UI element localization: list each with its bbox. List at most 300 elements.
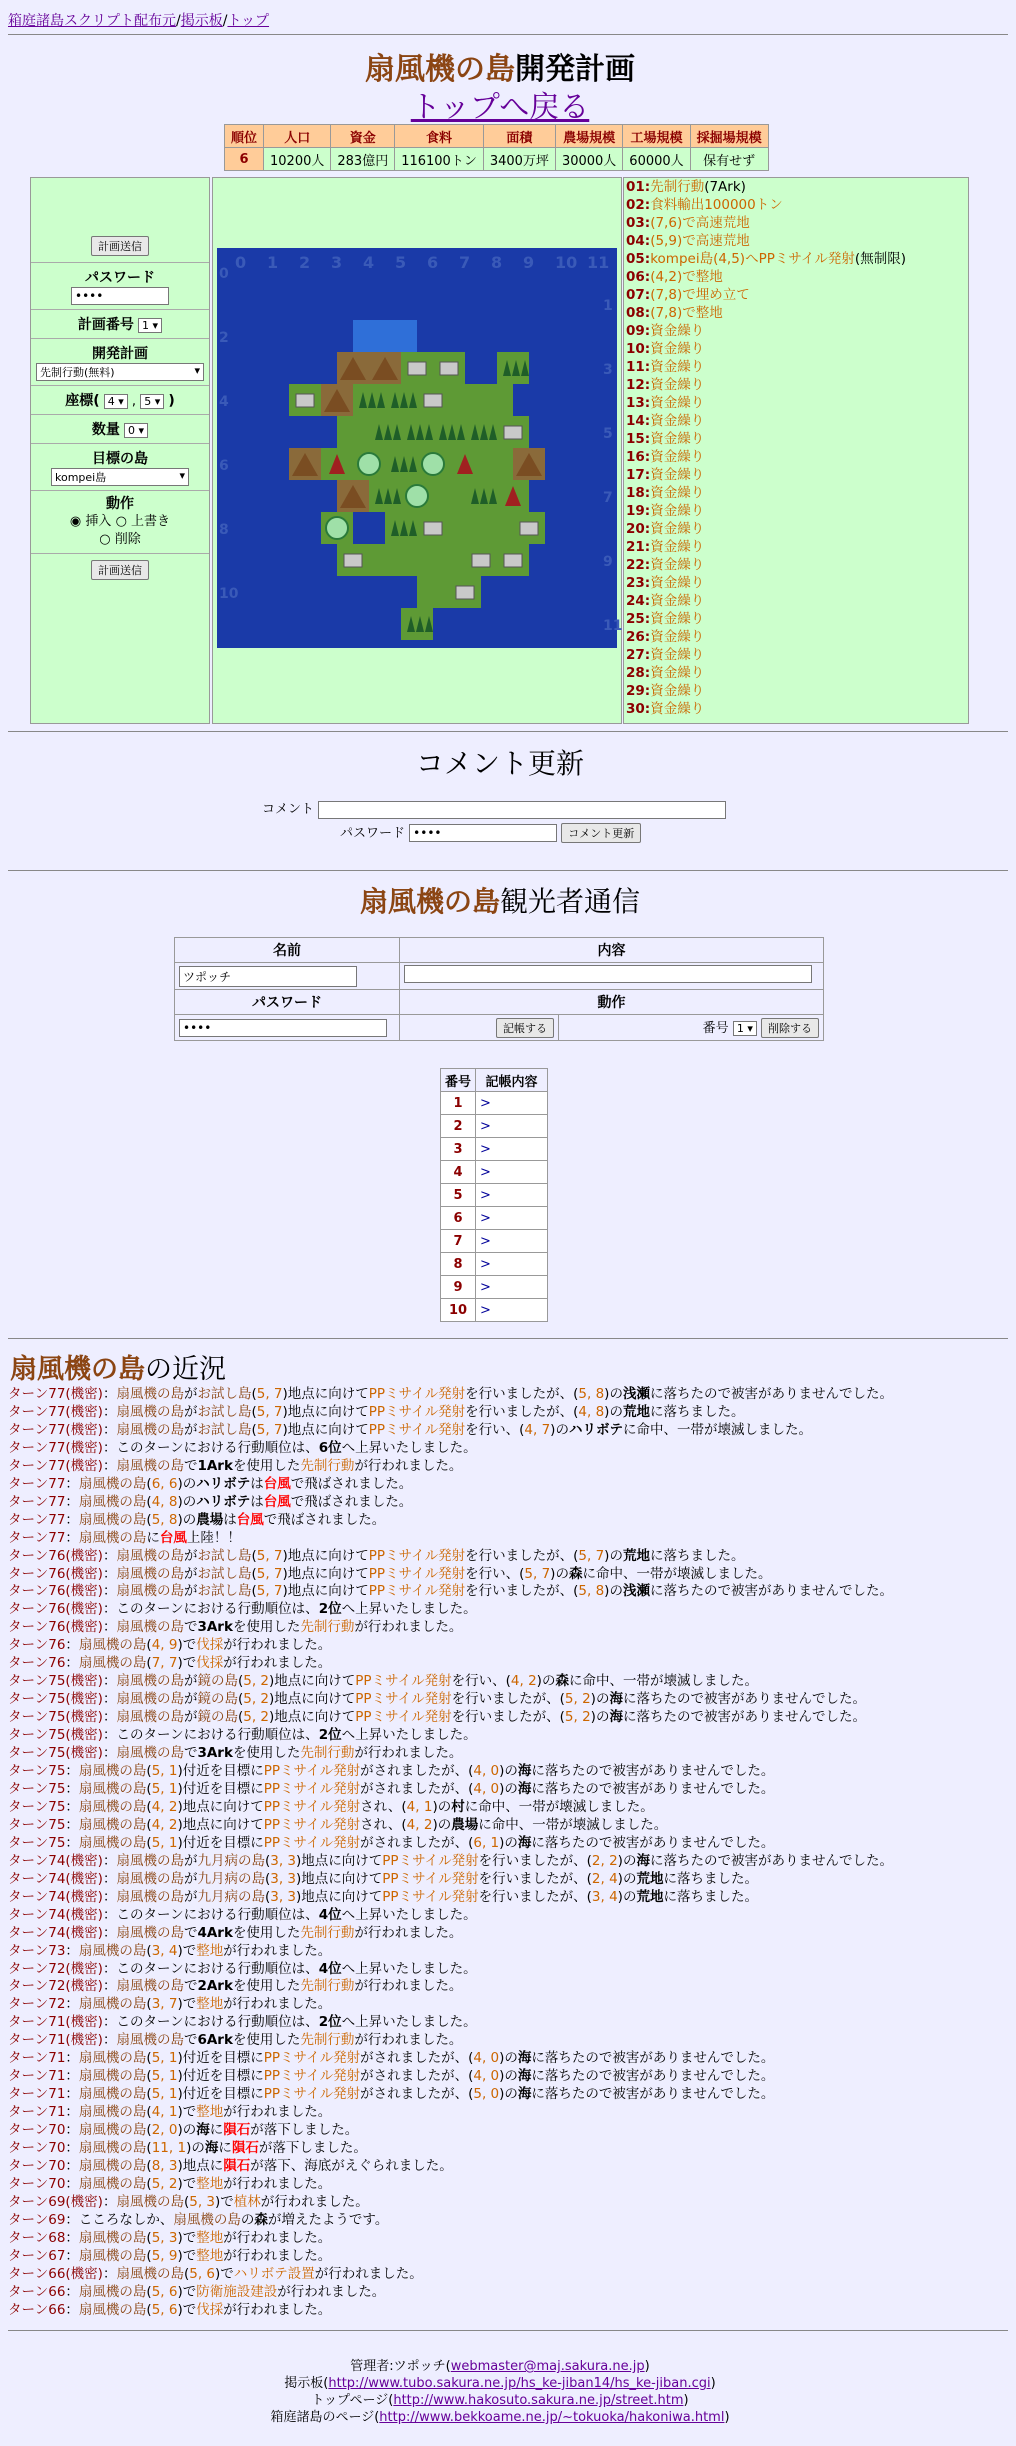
plan-note: (無制限) (854, 251, 906, 267)
news-text: ： (102, 1457, 117, 1474)
stats-header: 食料 (395, 125, 484, 148)
news-pt: 5, 6 (151, 2283, 178, 2300)
news-text: ( (146, 2301, 152, 2318)
news-text: )の (604, 1386, 623, 1402)
divider (8, 731, 1008, 732)
news-text: へ上昇いたしました。 (341, 2014, 477, 2031)
plan-item[interactable] (624, 700, 968, 718)
plan-colon: : (644, 269, 651, 285)
comment-title: コメント更新 (415, 747, 584, 780)
news-text: ( (146, 2283, 152, 2300)
news-b: 森 (568, 1565, 583, 1582)
plan-item[interactable] (624, 484, 968, 502)
plan-item[interactable] (624, 358, 968, 376)
news-text: )地点に向けて (282, 1565, 369, 1582)
news-pt: 2, 4 (591, 1870, 618, 1887)
plan-colon: : (644, 467, 651, 483)
plan-item[interactable] (624, 412, 968, 430)
news-tn: ターン71 (8, 2104, 66, 2121)
news-tn: ターン75 (8, 1834, 66, 1851)
log-number: 4 (441, 1161, 476, 1184)
log-entry: > (476, 1299, 548, 1322)
news-il: 扇風機の島 (78, 1493, 147, 1510)
bbs-number-select[interactable] (733, 1021, 757, 1036)
news-text: ： (65, 1529, 79, 1546)
plan-item[interactable] (624, 592, 968, 610)
news-text: が (183, 1870, 198, 1887)
plan-text: kompei島(4,5)へPPミサイル発射 (650, 251, 855, 267)
news-b: 3Ark (197, 1619, 233, 1636)
news-text: ( (146, 1655, 152, 1672)
news-pt: 4, 9 (151, 1637, 178, 1654)
target-island-label: 目標の島 (92, 451, 148, 467)
news-il: 扇風機の島 (78, 1637, 147, 1654)
news-tn: ターン76 (8, 1655, 66, 1672)
building-icon (408, 362, 426, 375)
news-text: ： (65, 2157, 79, 2174)
news-text: ：このターンにおける行動順位は、 (102, 1439, 319, 1456)
news-pt: 5, 7 (256, 1565, 283, 1582)
news-text: )で (177, 1942, 197, 1959)
stats-header: 工場規模 (623, 125, 690, 148)
plan-text: 資金繰り (650, 413, 705, 429)
plan-item[interactable] (624, 268, 968, 286)
plan-number-select[interactable] (138, 318, 162, 333)
news-tn: ターン77 (8, 1475, 66, 1492)
news-text: ： (102, 1673, 117, 1690)
radio-overwrite[interactable]: ○ 上書き (115, 514, 171, 529)
plan-type-select[interactable] (36, 363, 204, 381)
map-tile (385, 320, 417, 352)
news-text: ： (65, 1942, 79, 1959)
divider (8, 2330, 1008, 2331)
stats-value: 保有せず (690, 148, 768, 171)
news-pt: 5, 3 (189, 2193, 215, 2210)
news-tn: ターン71(機密) (8, 2032, 103, 2049)
news-b: 6位 (318, 1439, 342, 1456)
nav-link-bbs[interactable]: 掲示板 (180, 13, 223, 29)
stats-value: 283億円 (331, 148, 395, 171)
news-tn: ターン76(機密) (8, 1619, 103, 1636)
news-text: ：このターンにおける行動順位は、 (102, 2014, 319, 2031)
news-text: で飛ばされました。 (263, 1511, 386, 1528)
news-b: 荒地 (636, 1870, 664, 1887)
news-tn: ターン77(機密) (8, 1386, 103, 1402)
news-text: を使用した (232, 1924, 301, 1941)
plan-number-label: 計画番号 (77, 317, 134, 333)
news-tn: ターン66(機密) (8, 2265, 103, 2282)
news-il: 扇風機の島 (116, 2193, 184, 2210)
map-tile (401, 544, 433, 576)
dome-icon (326, 517, 348, 539)
news-il: 扇風機の島 (78, 1529, 147, 1546)
target-island-select[interactable] (51, 468, 189, 486)
plan-number: 16 (626, 449, 645, 465)
news-line (8, 1601, 893, 1619)
news-b: 海 (517, 1780, 532, 1797)
news-text: )地点に向けて (269, 1691, 356, 1708)
news-text: が行われました。 (223, 2301, 332, 2318)
plan-item[interactable] (624, 394, 968, 412)
island-name: 扇風機の島 (365, 52, 515, 87)
news-text: ：こころなしか、 (65, 2211, 174, 2228)
plan-item[interactable] (624, 466, 968, 484)
news-text: ( (237, 1673, 244, 1690)
plan-colon: : (644, 431, 651, 447)
bbs-delete-button[interactable]: 削除する (761, 1018, 819, 1038)
news-line (8, 1476, 893, 1494)
bbs-url-link[interactable]: http://www.tubo.sakura.ne.jp/hs_ke-jiban14/hs_ke-jiban.cgi (328, 2376, 711, 2391)
news-cmd: PPミサイル発射 (263, 2050, 361, 2067)
plan-item[interactable] (624, 448, 968, 466)
plan-text: 資金繰り (650, 683, 705, 699)
news-tn: ターン69(機密) (8, 2193, 103, 2210)
log-entry: > (476, 1115, 548, 1138)
stats-value: 60000人 (623, 148, 690, 171)
plan-item[interactable] (624, 628, 968, 646)
plan-item[interactable] (624, 502, 968, 520)
news-cmd: PPミサイル発射 (263, 1816, 361, 1833)
map-tile (449, 512, 481, 544)
news-b: 4Ark (197, 1924, 233, 1941)
news-line (8, 1978, 893, 1996)
news-text: に落ちたので被害がありませんでした。 (531, 2050, 775, 2067)
news-text: )で (177, 2283, 197, 2300)
news-il: 扇風機の島 (78, 2086, 147, 2103)
plan-item[interactable] (624, 178, 968, 196)
news-tn: ターン73 (8, 1942, 66, 1959)
news-tn: ターン70 (8, 2157, 66, 2174)
plan-colon: : (644, 323, 651, 339)
log-entry: > (476, 1184, 548, 1207)
plan-item[interactable] (624, 610, 968, 628)
news-text: )の (499, 2068, 518, 2085)
news-tn: ターン74(機密) (8, 1852, 103, 1869)
bbs-url-close: ) (710, 2376, 716, 2391)
plan-text: (7,8)で整地 (650, 305, 723, 321)
news-text: ( (146, 2175, 152, 2192)
plan-item[interactable] (624, 340, 968, 358)
log-number: 9 (441, 1276, 476, 1299)
admin-close: ) (644, 2359, 650, 2374)
news-text: ： (102, 1619, 117, 1636)
news-line (8, 1440, 893, 1458)
news-text: )で (177, 1637, 197, 1654)
plan-number: 07 (626, 287, 645, 303)
news-il: 扇風機の島 (116, 1870, 184, 1887)
news-text: が増えたようです。 (267, 2211, 389, 2228)
chevron-down-icon: ▾ (152, 319, 159, 332)
news-text: ： (102, 1403, 117, 1420)
news-text: を行いましたが、( (465, 1386, 579, 1402)
news-text: )の (590, 1709, 610, 1726)
news-line (8, 1781, 893, 1799)
log-entry: > (476, 1161, 548, 1184)
news-text: へ上昇いたしました。 (341, 1960, 477, 1977)
map-col-label: 7 (459, 253, 471, 272)
news-text: ： (102, 1978, 117, 1995)
news-pt: 4, 8 (151, 1493, 178, 1510)
radio-delete[interactable]: ○ 削除 (99, 532, 141, 547)
news-pt: 5, 9 (151, 2247, 178, 2264)
news-pt: 4, 2 (406, 1816, 433, 1833)
bbs-form-table (174, 937, 824, 1041)
log-content-header: 記帳内容 (476, 1069, 548, 1092)
news-text: が (183, 1709, 198, 1726)
news-tn: ターン75 (8, 1763, 66, 1780)
news-il: 扇風機の島 (78, 1798, 147, 1815)
stats-value: 6 (225, 148, 264, 171)
coord-y-select[interactable] (140, 394, 164, 409)
news-il: 鏡の島 (197, 1691, 238, 1708)
chevron-down-icon: ▾ (154, 395, 161, 408)
top-url-link[interactable]: http://www.hakosuto.sakura.ne.jp/street.htm (393, 2393, 684, 2408)
news-b: 2位 (318, 1727, 342, 1744)
news-text: で飛ばされました。 (290, 1475, 413, 1492)
comment-password-row (340, 822, 641, 843)
log-row (441, 1184, 548, 1207)
news-il: 扇風機の島 (78, 1655, 147, 1672)
radio-insert[interactable]: ◉ 挿入 (69, 514, 112, 529)
news-text: で (183, 2032, 198, 2049)
news-text: が行われました。 (354, 1457, 463, 1474)
plan-number: 12 (626, 377, 645, 393)
plan-item[interactable] (624, 682, 968, 700)
log-row (441, 1092, 548, 1115)
news-tn: ターン75(機密) (8, 1691, 103, 1708)
news-line (8, 1655, 893, 1673)
bbs-content-input[interactable] (404, 965, 812, 983)
news-text: に (209, 2122, 224, 2139)
news-line (8, 2212, 893, 2230)
news-text: ： (65, 2122, 79, 2139)
comment-password-input[interactable]: •••• (409, 824, 557, 842)
news-il: 扇風機の島 (78, 2140, 147, 2157)
news-line (8, 1673, 893, 1691)
news-line (8, 1799, 893, 1817)
nav-link-top[interactable]: トップ (227, 13, 270, 29)
password-input[interactable]: •••• (71, 287, 169, 305)
news-b: 農場 (451, 1816, 479, 1833)
news-text: がされましたが、( (360, 1834, 474, 1851)
news-text: ： (102, 2032, 117, 2049)
news-text: を使用した (232, 1978, 301, 1995)
plan-submit-button[interactable]: 計画送信 (91, 236, 149, 256)
news-text: ( (146, 2229, 152, 2246)
news-text: が行われました。 (260, 2193, 369, 2210)
plan-number: 19 (626, 503, 645, 519)
news-tn: ターン77 (8, 1529, 66, 1546)
plan-colon: : (644, 701, 651, 717)
news-text: がされましたが、( (360, 2086, 474, 2103)
news-text: が行われました。 (223, 1996, 332, 2013)
plan-item[interactable] (624, 538, 968, 556)
news-line (8, 2032, 893, 2050)
plan-colon: : (644, 395, 651, 411)
island-map[interactable] (217, 248, 623, 648)
plan-item[interactable] (624, 232, 968, 250)
news-text: に落ちたので被害がありませんでした。 (649, 1852, 893, 1869)
plan-number: 20 (626, 521, 645, 537)
news-tn: ターン75(機密) (8, 1727, 103, 1744)
plan-item[interactable] (624, 520, 968, 538)
quantity-select[interactable] (124, 423, 148, 438)
news-text: を行いましたが、( (478, 1870, 592, 1887)
news-text: ：このターンにおける行動順位は、 (102, 1601, 319, 1618)
news-text: を行いましたが、( (478, 1888, 592, 1905)
comment-update-button[interactable]: コメント更新 (561, 823, 641, 843)
news-text: )の (499, 2086, 518, 2103)
map-col-label: 6 (427, 253, 439, 272)
news-text: )付近を目標に (177, 1763, 264, 1780)
news-pt: 4, 0 (473, 2068, 500, 2085)
recent-news-title (10, 1347, 226, 1386)
comment-input[interactable] (318, 801, 726, 819)
news-text: ( (146, 1942, 152, 1959)
bbs-name-header: 名前 (175, 938, 400, 963)
news-tn: ターン70 (8, 2140, 66, 2157)
plan-item[interactable] (624, 250, 968, 268)
news-text: を使用した (232, 1457, 301, 1474)
map-row-label: 6 (219, 458, 229, 474)
news-line (8, 2068, 893, 2086)
plan-text: (4,2)で整地 (650, 269, 723, 285)
news-il: 扇風機の島 (116, 1386, 184, 1402)
plan-text: 食料輸出100000トン (650, 197, 783, 213)
bbs-write-button[interactable]: 記帳する (496, 1018, 554, 1038)
news-text: を使用した (232, 1745, 301, 1762)
news-cmd: PPミサイル発射 (263, 1780, 361, 1797)
news-il: 扇風機の島 (78, 1834, 147, 1851)
hako-url-link[interactable]: http://www.bekkoame.ne.jp/~tokuoka/hakoniwa.html (379, 2410, 725, 2425)
news-pt: 5, 1 (151, 2086, 178, 2103)
bbs-content-header: 内容 (400, 938, 824, 963)
map-row-label: 1 (603, 298, 613, 314)
news-pt: 3, 3 (270, 1888, 296, 1905)
news-line (8, 1907, 893, 1925)
news-b: 海 (636, 1852, 650, 1869)
news-text: ： (65, 1996, 79, 2013)
comment-section-title (0, 742, 1000, 782)
news-pt: 3, 4 (591, 1888, 618, 1905)
news-tn: ターン74(機密) (8, 1906, 103, 1923)
plan-item[interactable] (624, 214, 968, 232)
plan-item[interactable] (624, 286, 968, 304)
plan-item[interactable] (624, 430, 968, 448)
news-tf: 台風 (263, 1493, 291, 1510)
news-pt: 4, 2 (510, 1673, 537, 1690)
news-text: )の (550, 1421, 569, 1438)
coord-x-select[interactable] (104, 394, 128, 409)
news-text: )の (604, 1403, 623, 1420)
plan-item[interactable] (624, 304, 968, 322)
news-cmd: 整地 (196, 1996, 224, 2013)
news-pt: 5, 2 (243, 1691, 269, 1708)
plan-submit-button-bottom[interactable]: 計画送信 (91, 560, 149, 580)
plan-item[interactable] (624, 664, 968, 682)
plan-item[interactable] (624, 196, 968, 214)
stats-value: 30000人 (555, 148, 622, 171)
log-number: 3 (441, 1138, 476, 1161)
news-text: )の (177, 1511, 197, 1528)
news-pt: 5, 2 (151, 2175, 178, 2192)
nav-link-script[interactable]: 箱庭諸島スクリプト配布元 (8, 13, 176, 29)
news-pt: 5, 2 (243, 1673, 269, 1690)
news-text: が行われました。 (314, 2265, 423, 2282)
news-cmd: PPミサイル発射 (368, 1565, 466, 1582)
news-cmd: PPミサイル発射 (263, 1834, 361, 1851)
news-line (8, 2140, 893, 2158)
plan-item[interactable] (624, 322, 968, 340)
news-line (8, 1458, 893, 1476)
news-pt: 5, 7 (256, 1386, 283, 1402)
news-line (8, 1925, 893, 1943)
news-cmd: 先制行動 (300, 2032, 355, 2049)
news-text: ： (102, 1583, 117, 1600)
plan-text: 資金繰り (650, 521, 705, 537)
stats-header: 資金 (331, 125, 395, 148)
news-text: )で (177, 1655, 197, 1672)
news-tn: ターン71 (8, 2050, 66, 2067)
news-text: を行いましたが、( (465, 1583, 579, 1600)
news-tn: ターン74(機密) (8, 1888, 103, 1905)
news-cmd: 伐採 (196, 2301, 224, 2318)
news-text: がされましたが、( (360, 1780, 474, 1797)
news-text: で (183, 1924, 198, 1941)
bbs-password-input[interactable]: •••• (179, 1019, 387, 1037)
plan-text: (5,9)で高速荒地 (650, 233, 750, 249)
top-nav (8, 10, 269, 30)
news-text: ： (65, 2086, 79, 2103)
map-row-label: 7 (603, 490, 613, 506)
news-text: が行われました。 (223, 2247, 332, 2264)
map-tile (433, 544, 465, 576)
plan-item[interactable] (624, 574, 968, 592)
plan-number: 23 (626, 575, 645, 591)
plan-item[interactable] (624, 556, 968, 574)
news-text: ( (146, 2157, 152, 2174)
plan-item[interactable] (624, 646, 968, 664)
bbs-password-header: パスワード (175, 990, 400, 1015)
news-text: を行い、( (451, 1673, 511, 1690)
news-cmd: PPミサイル発射 (368, 1403, 466, 1420)
news-line (8, 2194, 893, 2212)
news-pt: 5, 7 (256, 1583, 283, 1600)
plan-item[interactable] (624, 376, 968, 394)
plan-text: 資金繰り (650, 467, 705, 483)
news-pt: 5, 6 (189, 2265, 215, 2282)
admin-email-link[interactable]: webmaster@maj.sakura.ne.jp (450, 2359, 645, 2374)
news-text: )の (186, 2140, 205, 2157)
news-text: )地点に向けて (177, 1798, 264, 1815)
news-text: ( (237, 1709, 244, 1726)
log-row (441, 1207, 548, 1230)
news-line (8, 1637, 893, 1655)
news-cmd: 整地 (196, 2104, 224, 2121)
back-to-top-link[interactable]: トップへ戻る (410, 90, 590, 125)
plan-text: (7,6)で高速荒地 (650, 215, 750, 231)
news-text: へ上昇いたしました。 (341, 1727, 477, 1744)
news-text: )の (617, 1852, 637, 1869)
map-tile (337, 416, 369, 448)
bbs-name-input[interactable]: ツポッチ (179, 966, 357, 987)
news-cmd: PPミサイル発射 (382, 1888, 479, 1905)
news-tn: ターン77(機密) (8, 1457, 103, 1474)
news-text: に (146, 1529, 160, 1546)
news-line (8, 2266, 893, 2284)
news-il: 扇風機の島 (78, 1942, 147, 1959)
plan-number: 21 (626, 539, 645, 555)
